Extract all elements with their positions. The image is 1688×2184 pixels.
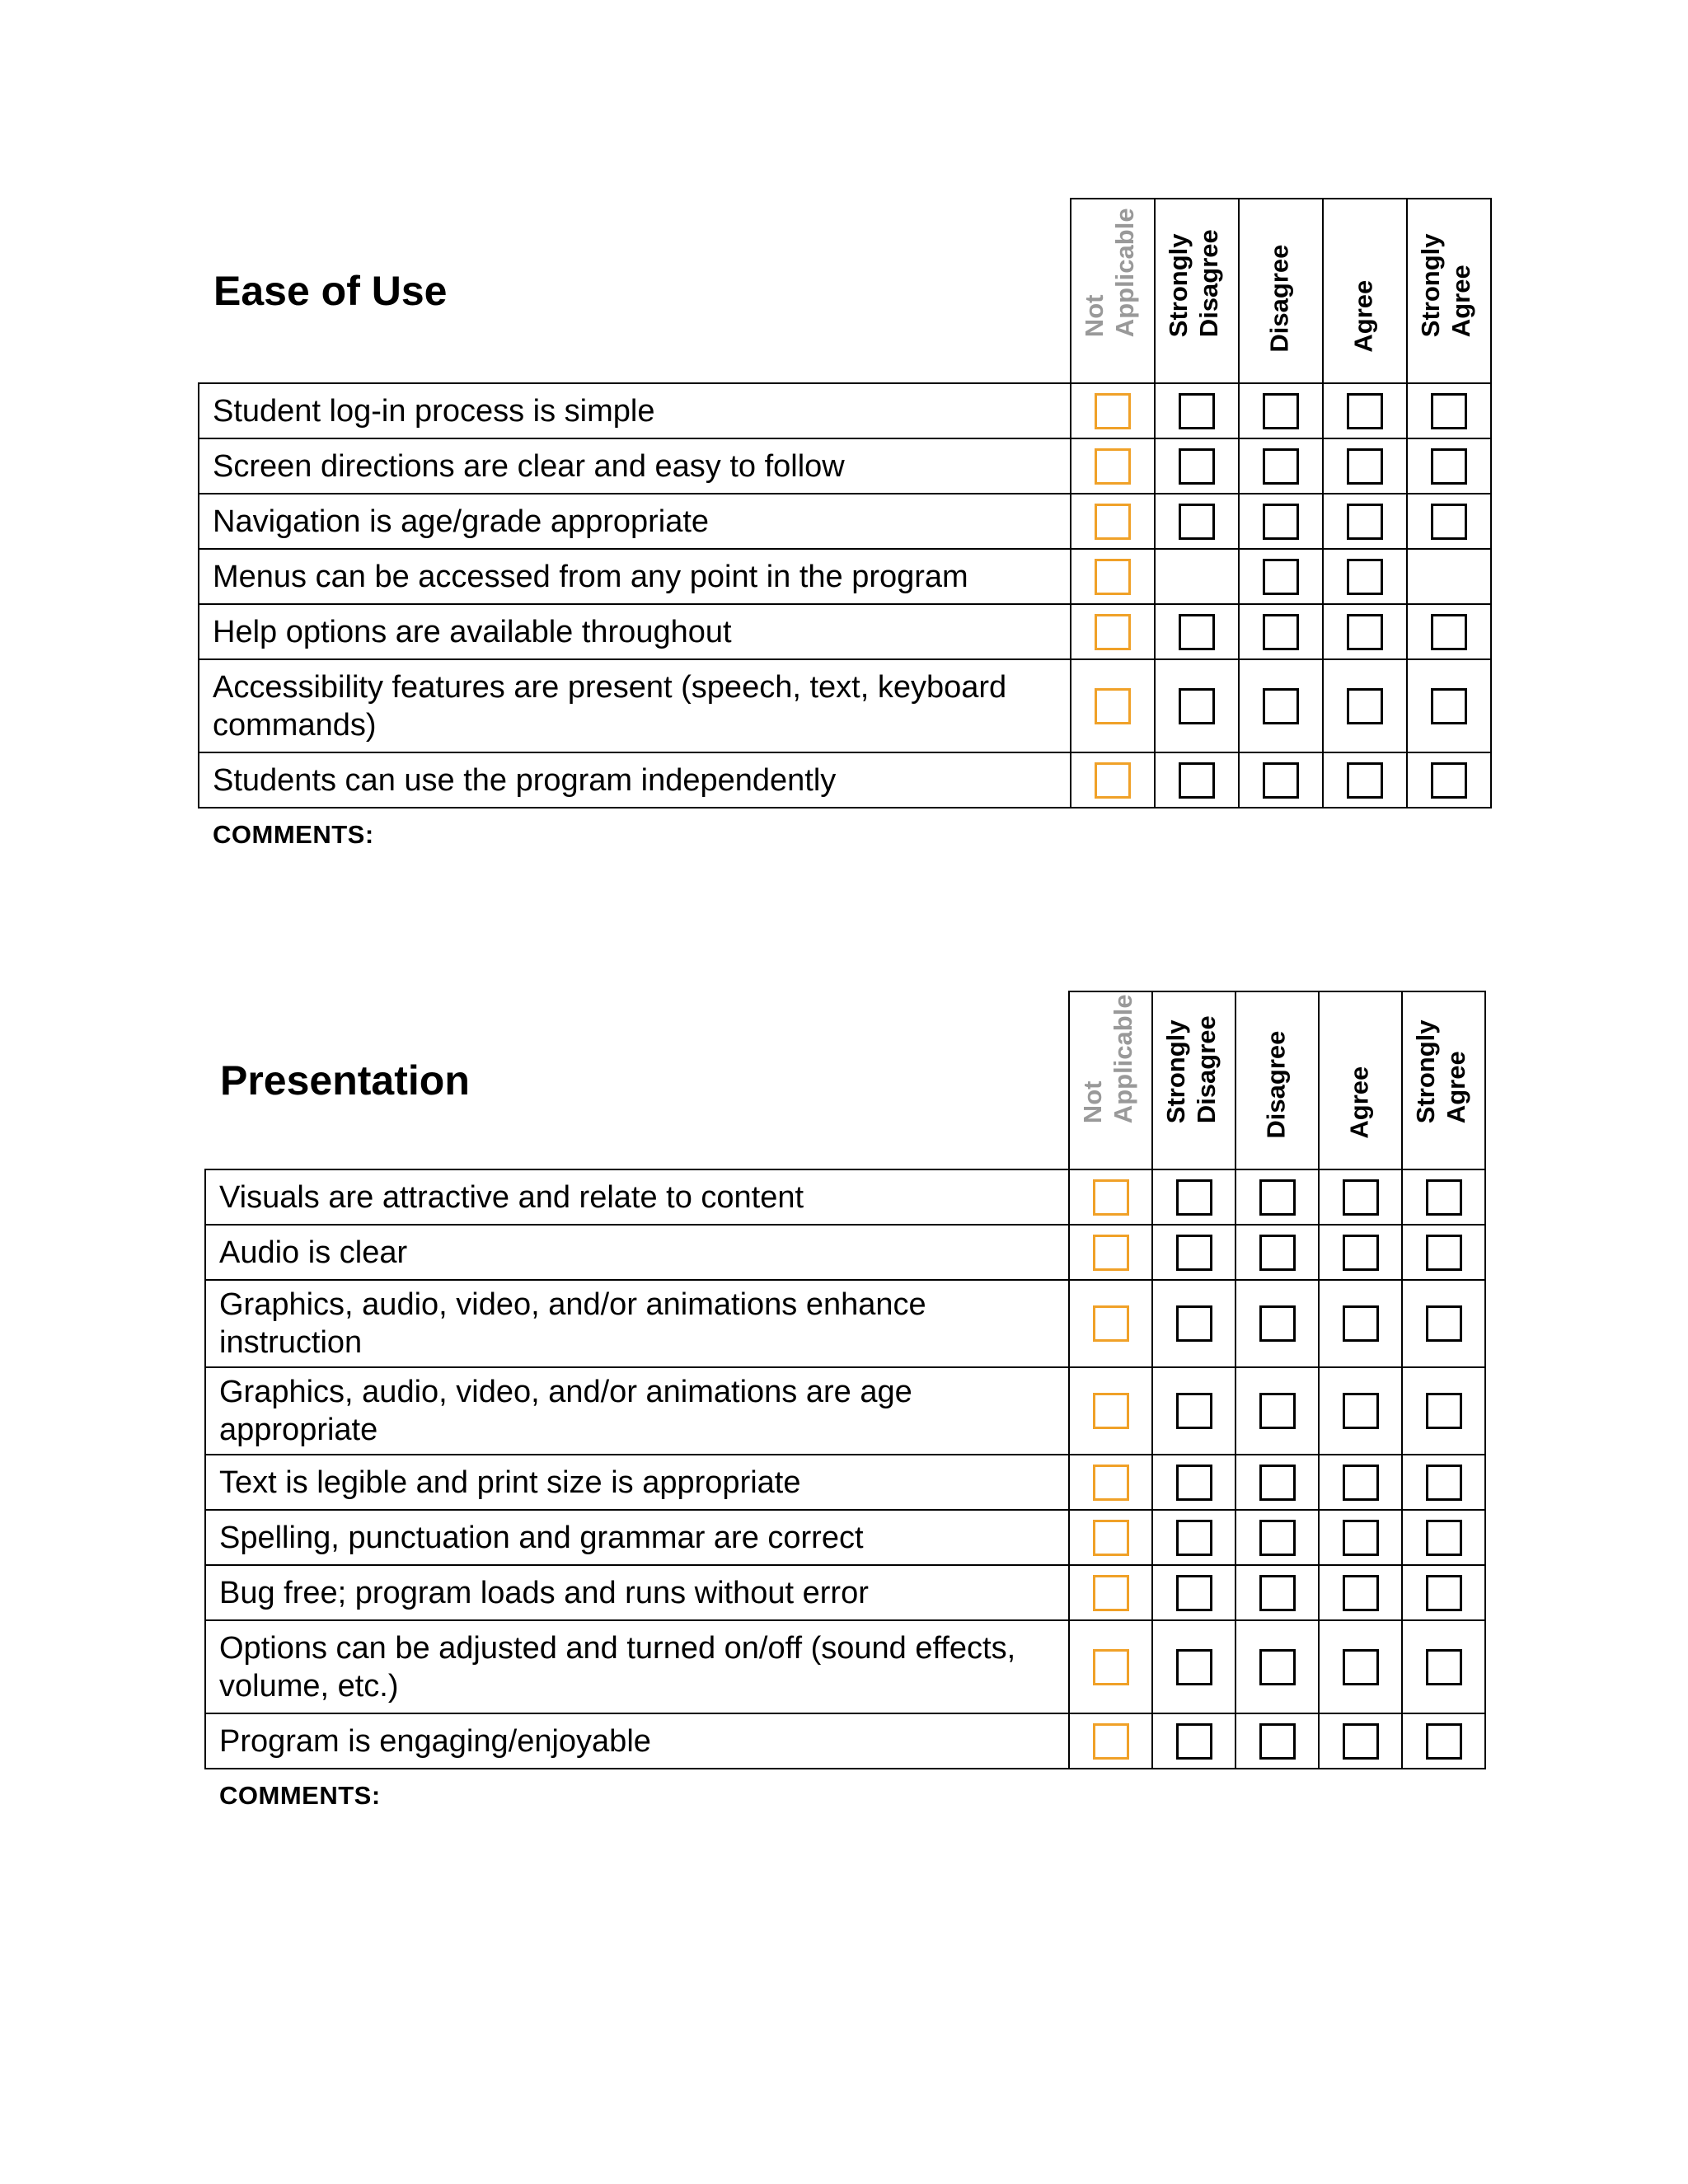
rating-cell-agree — [1319, 1367, 1402, 1455]
question-text: Options can be adjusted and turned on/off (sound effects, volume, etc.) — [205, 1620, 1069, 1713]
question-text: Menus can be accessed from any point in the program — [199, 549, 1071, 604]
question-row — [205, 1713, 1485, 1769]
disagree-checkbox[interactable] — [1263, 448, 1299, 485]
header-strongly-disagree — [1152, 991, 1236, 1169]
strongly-disagree-checkbox[interactable] — [1176, 1393, 1212, 1429]
rating-cell-disagree — [1239, 549, 1323, 604]
not-applicable-checkbox[interactable] — [1093, 1235, 1129, 1271]
disagree-checkbox[interactable] — [1259, 1723, 1296, 1760]
rating-cell-not-applicable — [1069, 1280, 1152, 1367]
rating-cell-disagree — [1239, 383, 1323, 438]
rating-cell-agree — [1319, 1169, 1402, 1225]
rating-cell-disagree — [1239, 752, 1323, 808]
agree-checkbox[interactable] — [1343, 1305, 1379, 1342]
question-row — [199, 752, 1491, 808]
rating-cell-strongly-disagree — [1152, 1620, 1236, 1713]
not-applicable-checkbox[interactable] — [1093, 1723, 1129, 1760]
rating-cell-not-applicable — [1071, 438, 1155, 494]
strongly-disagree-checkbox[interactable] — [1176, 1520, 1212, 1556]
disagree-checkbox[interactable] — [1259, 1235, 1296, 1271]
rating-cell-strongly-agree — [1407, 438, 1491, 494]
rating-cell-disagree — [1236, 1620, 1319, 1713]
rating-cell-not-applicable — [1069, 1169, 1152, 1225]
rating-cell-strongly-disagree — [1155, 494, 1239, 549]
rating-cell-strongly-agree — [1402, 1510, 1485, 1565]
header-strongly-agree — [1407, 199, 1491, 383]
rating-cell-strongly-agree — [1402, 1565, 1485, 1620]
question-text: Students can use the program independently — [199, 752, 1071, 808]
agree-checkbox[interactable] — [1343, 1520, 1379, 1556]
rating-cell-strongly-agree — [1402, 1620, 1485, 1713]
rating-cell-strongly-disagree — [1152, 1713, 1236, 1769]
strongly-disagree-checkbox[interactable] — [1179, 688, 1215, 724]
header-label-line: Not — [1079, 294, 1109, 337]
header-label-line: Not — [1077, 1080, 1107, 1123]
rating-cell-strongly-agree — [1402, 1225, 1485, 1280]
header-label-line: Agree — [1348, 279, 1378, 353]
strongly-disagree-checkbox[interactable] — [1176, 1723, 1212, 1760]
section-title: Presentation — [220, 1057, 470, 1104]
question-row — [205, 1280, 1485, 1367]
rating-cell-disagree — [1236, 1565, 1319, 1620]
rating-cell-strongly-agree — [1407, 494, 1491, 549]
rating-cell-disagree — [1239, 659, 1323, 752]
rating-cell-agree — [1323, 549, 1407, 604]
rating-cell-agree — [1323, 383, 1407, 438]
rating-cell-not-applicable — [1071, 604, 1155, 659]
not-applicable-checkbox[interactable] — [1093, 1520, 1129, 1556]
disagree-checkbox[interactable] — [1259, 1649, 1296, 1685]
rating-cell-not-applicable — [1071, 383, 1155, 438]
question-text: Graphics, audio, video, and/or animations are age appropriate — [205, 1367, 1069, 1455]
not-applicable-checkbox[interactable] — [1095, 688, 1131, 724]
question-text: Accessibility features are present (speech, text, keyboard commands) — [199, 659, 1071, 752]
strongly-agree-checkbox[interactable] — [1431, 448, 1467, 485]
question-text: Spelling, punctuation and grammar are correct — [205, 1510, 1069, 1565]
rating-cell-not-applicable — [1071, 549, 1155, 604]
rating-cell-strongly-disagree — [1152, 1367, 1236, 1455]
agree-checkbox[interactable] — [1347, 688, 1383, 724]
disagree-checkbox[interactable] — [1263, 614, 1299, 650]
strongly-disagree-checkbox[interactable] — [1176, 1649, 1212, 1685]
header-label-line: Strongly — [1415, 233, 1445, 337]
strongly-agree-checkbox[interactable] — [1431, 504, 1467, 540]
disagree-checkbox[interactable] — [1259, 1305, 1296, 1342]
not-applicable-checkbox[interactable] — [1093, 1465, 1129, 1501]
strongly-agree-checkbox[interactable] — [1426, 1520, 1462, 1556]
question-row — [199, 604, 1491, 659]
presentation-rows — [205, 1169, 1485, 1769]
question-text: Screen directions are clear and easy to follow — [199, 438, 1071, 494]
rating-cell-not-applicable — [1069, 1455, 1152, 1510]
strongly-agree-checkbox[interactable] — [1426, 1575, 1462, 1611]
strongly-agree-checkbox[interactable] — [1426, 1723, 1462, 1760]
rating-cell-strongly-disagree — [1152, 1455, 1236, 1510]
question-row — [205, 1367, 1485, 1455]
disagree-checkbox[interactable] — [1263, 559, 1299, 595]
rating-cell-disagree — [1239, 604, 1323, 659]
presentation-table — [204, 991, 1486, 1769]
rating-cell-disagree — [1236, 1713, 1319, 1769]
ease-of-use-section — [198, 198, 1492, 850]
header-label-line: Disagree — [1191, 1015, 1221, 1123]
strongly-agree-checkbox[interactable] — [1426, 1179, 1462, 1216]
header-disagree — [1239, 199, 1323, 383]
strongly-disagree-checkbox[interactable] — [1176, 1465, 1212, 1501]
header-label-line: Disagree — [1260, 1030, 1290, 1139]
header-agree — [1319, 991, 1402, 1169]
header-not-applicable — [1071, 199, 1155, 383]
question-text: Navigation is age/grade appropriate — [199, 494, 1071, 549]
disagree-checkbox[interactable] — [1263, 504, 1299, 540]
rating-cell-strongly-disagree — [1152, 1225, 1236, 1280]
header-label-line: Strongly — [1160, 1019, 1190, 1123]
rating-cell-disagree — [1236, 1510, 1319, 1565]
rating-cell-strongly-disagree — [1152, 1280, 1236, 1367]
strongly-disagree-checkbox[interactable] — [1176, 1179, 1212, 1216]
ease-of-use-rows — [199, 383, 1491, 808]
rating-cell-agree — [1319, 1510, 1402, 1565]
strongly-agree-checkbox[interactable] — [1426, 1393, 1462, 1429]
rating-cell-not-applicable — [1071, 752, 1155, 808]
question-row — [205, 1455, 1485, 1510]
rating-cell-disagree — [1236, 1225, 1319, 1280]
strongly-agree-checkbox[interactable] — [1431, 614, 1467, 650]
rating-cell-agree — [1323, 438, 1407, 494]
agree-checkbox[interactable] — [1343, 1649, 1379, 1685]
rating-cell-strongly-disagree — [1155, 549, 1239, 604]
disagree-checkbox[interactable] — [1259, 1179, 1296, 1216]
agree-checkbox[interactable] — [1343, 1723, 1379, 1760]
strongly-agree-checkbox[interactable] — [1431, 688, 1467, 724]
rating-cell-strongly-agree — [1407, 752, 1491, 808]
question-row — [199, 659, 1491, 752]
rating-cell-not-applicable — [1069, 1713, 1152, 1769]
rating-cell-strongly-disagree — [1152, 1510, 1236, 1565]
rating-cell-disagree — [1236, 1455, 1319, 1510]
disagree-checkbox[interactable] — [1263, 688, 1299, 724]
rating-cell-strongly-agree — [1402, 1280, 1485, 1367]
header-strongly-disagree — [1155, 199, 1239, 383]
rating-cell-strongly-disagree — [1155, 383, 1239, 438]
question-row — [199, 549, 1491, 604]
strongly-agree-checkbox[interactable] — [1426, 1235, 1462, 1271]
strongly-disagree-checkbox[interactable] — [1179, 448, 1215, 485]
strongly-agree-checkbox[interactable] — [1426, 1465, 1462, 1501]
agree-checkbox[interactable] — [1343, 1235, 1379, 1271]
rating-cell-disagree — [1236, 1169, 1319, 1225]
not-applicable-checkbox[interactable] — [1095, 559, 1131, 595]
rating-cell-not-applicable — [1071, 494, 1155, 549]
question-text: Visuals are attractive and relate to content — [205, 1169, 1069, 1225]
header-label-line: Disagree — [1264, 244, 1294, 353]
rating-cell-strongly-agree — [1407, 549, 1491, 604]
agree-checkbox[interactable] — [1347, 448, 1383, 485]
header-strongly-agree — [1402, 991, 1485, 1169]
not-applicable-checkbox[interactable] — [1095, 504, 1131, 540]
strongly-disagree-checkbox[interactable] — [1176, 1235, 1212, 1271]
rating-cell-strongly-agree — [1407, 659, 1491, 752]
rating-cell-agree — [1323, 659, 1407, 752]
disagree-checkbox[interactable] — [1259, 1465, 1296, 1501]
not-applicable-checkbox[interactable] — [1095, 393, 1131, 429]
rating-cell-disagree — [1239, 438, 1323, 494]
header-label-line: Agree — [1447, 264, 1475, 337]
strongly-agree-checkbox[interactable] — [1431, 393, 1467, 429]
rating-cell-strongly-disagree — [1155, 752, 1239, 808]
strongly-agree-checkbox[interactable] — [1426, 1649, 1462, 1685]
rating-cell-strongly-agree — [1402, 1713, 1485, 1769]
header-disagree — [1236, 991, 1319, 1169]
header-not-applicable — [1069, 991, 1152, 1169]
rating-cell-not-applicable — [1069, 1565, 1152, 1620]
not-applicable-checkbox[interactable] — [1093, 1575, 1129, 1611]
strongly-agree-checkbox[interactable] — [1431, 762, 1467, 799]
strongly-disagree-checkbox[interactable] — [1179, 504, 1215, 540]
comments-label: COMMENTS: — [219, 1781, 381, 1810]
rating-cell-agree — [1323, 604, 1407, 659]
rating-cell-not-applicable — [1069, 1620, 1152, 1713]
not-applicable-checkbox[interactable] — [1093, 1393, 1129, 1429]
question-text: Program is engaging/enjoyable — [205, 1713, 1069, 1769]
question-text: Student log-in process is simple — [199, 383, 1071, 438]
header-label-line: Disagree — [1194, 228, 1223, 337]
not-applicable-checkbox[interactable] — [1093, 1305, 1129, 1342]
rating-cell-disagree — [1236, 1280, 1319, 1367]
rating-cell-agree — [1323, 752, 1407, 808]
rating-cell-strongly-disagree — [1155, 659, 1239, 752]
strongly-disagree-checkbox[interactable] — [1176, 1575, 1212, 1611]
rating-cell-strongly-agree — [1407, 383, 1491, 438]
question-row — [199, 494, 1491, 549]
question-row — [199, 438, 1491, 494]
presentation-section — [204, 991, 1486, 1811]
rating-cell-agree — [1319, 1455, 1402, 1510]
rating-cell-strongly-disagree — [1155, 604, 1239, 659]
header-label-line: Agree — [1441, 1050, 1470, 1123]
not-applicable-checkbox[interactable] — [1095, 762, 1131, 799]
rating-cell-agree — [1319, 1565, 1402, 1620]
strongly-disagree-checkbox[interactable] — [1179, 762, 1215, 799]
disagree-checkbox[interactable] — [1263, 762, 1299, 799]
question-text: Text is legible and print size is appropriate — [205, 1455, 1069, 1510]
rating-cell-strongly-disagree — [1152, 1169, 1236, 1225]
rating-cell-agree — [1319, 1620, 1402, 1713]
not-applicable-checkbox[interactable] — [1093, 1179, 1129, 1216]
disagree-checkbox[interactable] — [1259, 1520, 1296, 1556]
agree-checkbox[interactable] — [1347, 614, 1383, 650]
question-row — [205, 1510, 1485, 1565]
disagree-checkbox[interactable] — [1259, 1575, 1296, 1611]
disagree-checkbox[interactable] — [1263, 393, 1299, 429]
question-text: Help options are available throughout — [199, 604, 1071, 659]
header-label-line: Agree — [1343, 1066, 1373, 1139]
rating-cell-disagree — [1239, 494, 1323, 549]
section-title: Ease of Use — [213, 267, 448, 314]
question-row — [205, 1169, 1485, 1225]
header-label-line: Applicable — [1110, 208, 1139, 337]
rating-cell-not-applicable — [1071, 659, 1155, 752]
rating-cell-strongly-disagree — [1155, 438, 1239, 494]
question-row — [205, 1225, 1485, 1280]
rating-cell-agree — [1319, 1280, 1402, 1367]
rating-cell-not-applicable — [1069, 1510, 1152, 1565]
strongly-disagree-checkbox[interactable] — [1179, 393, 1215, 429]
strongly-disagree-checkbox[interactable] — [1179, 614, 1215, 650]
rating-cell-agree — [1319, 1713, 1402, 1769]
ease-of-use-table — [198, 198, 1492, 808]
rating-cell-strongly-agree — [1402, 1367, 1485, 1455]
rating-cell-not-applicable — [1069, 1225, 1152, 1280]
rating-cell-strongly-agree — [1402, 1455, 1485, 1510]
header-label-line: Strongly — [1163, 233, 1193, 337]
rating-cell-strongly-agree — [1402, 1169, 1485, 1225]
agree-checkbox[interactable] — [1347, 393, 1383, 429]
not-applicable-checkbox[interactable] — [1095, 614, 1131, 650]
agree-checkbox[interactable] — [1347, 559, 1383, 595]
question-text: Bug free; program loads and runs without error — [205, 1565, 1069, 1620]
rating-cell-agree — [1323, 494, 1407, 549]
question-text: Graphics, audio, video, and/or animations enhance instruction — [205, 1280, 1069, 1367]
agree-checkbox[interactable] — [1343, 1575, 1379, 1611]
rating-cell-agree — [1319, 1225, 1402, 1280]
header-label-line: Strongly — [1410, 1019, 1440, 1123]
strongly-disagree-checkbox[interactable] — [1176, 1305, 1212, 1342]
rating-cell-strongly-agree — [1407, 604, 1491, 659]
question-row — [205, 1620, 1485, 1713]
question-row — [205, 1565, 1485, 1620]
header-label-line: Applicable — [1108, 994, 1137, 1123]
rating-cell-disagree — [1236, 1367, 1319, 1455]
question-row — [199, 383, 1491, 438]
rating-cell-strongly-disagree — [1152, 1565, 1236, 1620]
agree-checkbox[interactable] — [1347, 504, 1383, 540]
header-agree — [1323, 199, 1407, 383]
agree-checkbox[interactable] — [1343, 1179, 1379, 1216]
not-applicable-checkbox[interactable] — [1095, 448, 1131, 485]
question-text: Audio is clear — [205, 1225, 1069, 1280]
strongly-agree-checkbox[interactable] — [1426, 1305, 1462, 1342]
disagree-checkbox[interactable] — [1259, 1393, 1296, 1429]
agree-checkbox[interactable] — [1343, 1465, 1379, 1501]
comments-label: COMMENTS: — [213, 820, 374, 849]
rating-cell-not-applicable — [1069, 1367, 1152, 1455]
agree-checkbox[interactable] — [1347, 762, 1383, 799]
agree-checkbox[interactable] — [1343, 1393, 1379, 1429]
not-applicable-checkbox[interactable] — [1093, 1649, 1129, 1685]
